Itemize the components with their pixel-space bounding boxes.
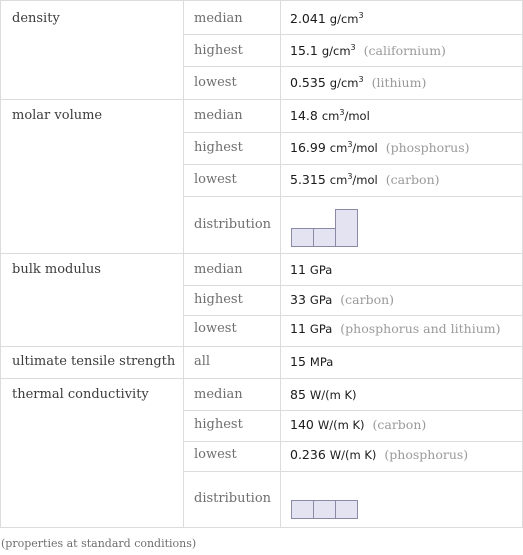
property-name-thermal-conductivity: thermal conductivity bbox=[12, 387, 149, 402]
row-divider bbox=[1, 378, 522, 379]
histogram-baseline bbox=[291, 246, 358, 247]
stat-label: highest bbox=[194, 417, 243, 432]
histogram-bar bbox=[335, 500, 358, 519]
thermal-conductivity-highest-value: 140 W/(m K) (carbon) bbox=[290, 417, 427, 432]
row-divider bbox=[1, 99, 522, 100]
subrow-divider bbox=[183, 471, 522, 472]
stat-label: lowest bbox=[194, 447, 237, 462]
density-highest-value: 15.1 $g/cm^3$ (californium) bbox=[290, 43, 446, 58]
property-name-ultimate-tensile-strength: ultimate tensile strength bbox=[12, 354, 176, 369]
stat-label: lowest bbox=[194, 172, 237, 187]
histogram-bar bbox=[313, 500, 336, 519]
thermal-conductivity-median-value: 85 W/(m K) bbox=[290, 387, 357, 402]
histogram-bar bbox=[291, 228, 314, 247]
density-median-value: 2.041 $g/cm^3$ bbox=[290, 11, 364, 26]
histogram-bar bbox=[291, 500, 314, 519]
molar-volume-median-value: 14.8 $cm^3$/mol bbox=[290, 108, 370, 123]
molar-volume-highest-value: 16.99 $cm^3$/mol (phosphorus) bbox=[290, 140, 470, 155]
row-divider bbox=[1, 253, 522, 254]
bulk-modulus-median-value: 11 GPa bbox=[290, 262, 333, 277]
histogram-baseline bbox=[291, 518, 358, 519]
stat-label: median bbox=[194, 108, 243, 123]
property-name-density: density bbox=[12, 11, 60, 26]
tensile-strength-value: 15 MPa bbox=[290, 354, 334, 369]
stat-label: highest bbox=[194, 140, 243, 155]
subrow-divider bbox=[183, 315, 522, 316]
thermal-conductivity-lowest-value: 0.236 W/(m K) (phosphorus) bbox=[290, 447, 469, 462]
stat-label: median bbox=[194, 387, 243, 402]
subrow-divider bbox=[183, 164, 522, 165]
column-divider bbox=[280, 1, 281, 527]
subrow-divider bbox=[183, 132, 522, 133]
stat-label: highest bbox=[194, 292, 243, 307]
subrow-divider bbox=[183, 196, 522, 197]
molar-volume-lowest-value: 5.315 $cm^3$/mol (carbon) bbox=[290, 172, 440, 187]
subrow-divider bbox=[183, 410, 522, 411]
footnote: (properties at standard conditions) bbox=[1, 537, 197, 550]
histogram-bar bbox=[335, 209, 358, 247]
stat-label: highest bbox=[194, 43, 243, 58]
molar-volume-distribution-histogram bbox=[291, 207, 359, 247]
stat-label: all bbox=[194, 354, 211, 369]
thermal-conductivity-distribution-histogram bbox=[291, 479, 359, 519]
stat-label: distribution bbox=[194, 491, 272, 506]
stat-label: lowest bbox=[194, 321, 237, 336]
subrow-divider bbox=[183, 441, 522, 442]
column-divider bbox=[183, 1, 184, 527]
bulk-modulus-highest-value: 33 GPa (carbon) bbox=[290, 292, 395, 307]
bulk-modulus-lowest-value: 11 GPa (phosphorus and lithium) bbox=[290, 321, 501, 336]
histogram-bar bbox=[313, 228, 336, 247]
subrow-divider bbox=[183, 34, 522, 35]
stat-label: median bbox=[194, 11, 243, 26]
property-name-bulk-modulus: bulk modulus bbox=[12, 262, 101, 277]
property-name-molar-volume: molar volume bbox=[12, 108, 103, 123]
subrow-divider bbox=[183, 66, 522, 67]
stat-label: median bbox=[194, 262, 243, 277]
stat-label: lowest bbox=[194, 75, 237, 90]
density-lowest-value: 0.535 $g/cm^3$ (lithium) bbox=[290, 75, 427, 90]
subrow-divider bbox=[183, 285, 522, 286]
stat-label: distribution bbox=[194, 217, 272, 232]
row-divider bbox=[1, 346, 522, 347]
